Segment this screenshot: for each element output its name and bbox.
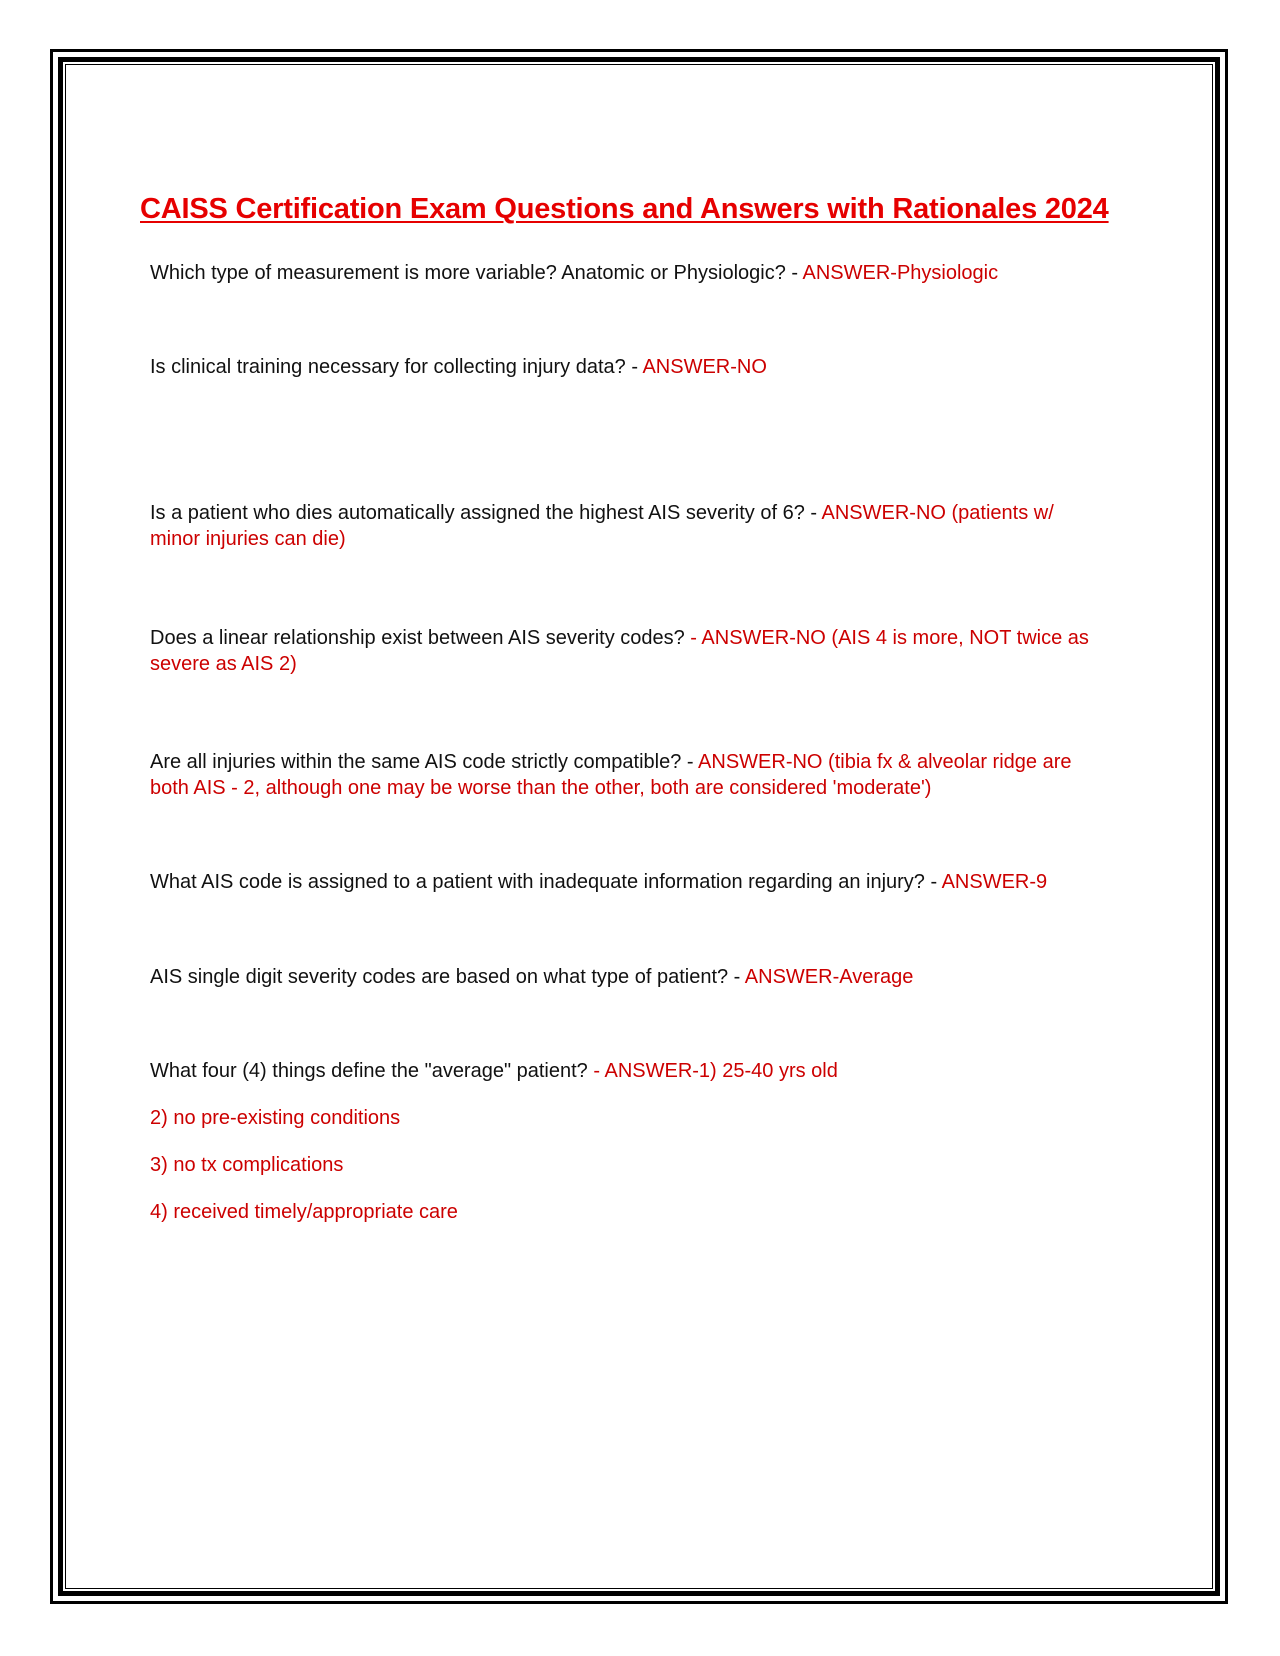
answer-text: - ANSWER-1) 25-40 yrs old <box>593 1060 838 1082</box>
qa-item <box>150 869 1100 895</box>
question-text: What four (4) things define the "average" patient? <box>150 1060 594 1082</box>
qa-item <box>150 1058 1100 1084</box>
answer-text: ANSWER-NO <box>642 356 767 378</box>
qa-item <box>150 625 1100 677</box>
question-text: Is a patient who dies automatically assigned the highest AIS severity of 6? - <box>150 502 822 524</box>
question-text: Are all injuries within the same AIS code strictly compatible? - <box>150 751 699 773</box>
answer-text: - ANSWER-NO (AIS 4 is more, NOT twice as severe as AIS 2) <box>150 627 1089 675</box>
question-text: What AIS code is assigned to a patient with inadequate information regarding an injury? - <box>150 871 942 893</box>
question-text: Does a linear relationship exist between AIS severity codes? <box>150 627 691 649</box>
qa-item <box>150 500 1100 552</box>
qa-item <box>150 354 1100 380</box>
page-border-innermost <box>65 64 1213 1589</box>
answer-text: ANSWER-Average <box>744 966 914 988</box>
answer-text: ANSWER-NO (patients w/ minor injuries can die) <box>150 502 1054 550</box>
answer-list-item: 4) received timely/appropriate care <box>150 1201 458 1223</box>
question-text: Is clinical training necessary for collecting injury data? - <box>150 356 643 378</box>
qa-item <box>150 964 1100 990</box>
qa-item <box>150 260 1100 286</box>
answer-list-item: 3) no tx complications <box>150 1154 344 1176</box>
document-title: CAISS Certification Exam Questions and Answers with Rationales 2024 <box>140 193 1109 225</box>
answer-text: ANSWER-NO (tibia fx & alveolar ridge are both AIS - 2, although one may be worse than the other, both are considered 'moderate') <box>150 751 1072 799</box>
answer-text: ANSWER-9 <box>941 871 1048 893</box>
answer-text: ANSWER-Physiologic <box>802 262 999 284</box>
qa-item <box>150 749 1100 801</box>
answer-list-item: 2) no pre-existing conditions <box>150 1107 401 1129</box>
question-text: Which type of measurement is more variable? Anatomic or Physiologic? - <box>150 262 803 284</box>
question-text: AIS single digit severity codes are based on what type of patient? - <box>150 966 745 988</box>
